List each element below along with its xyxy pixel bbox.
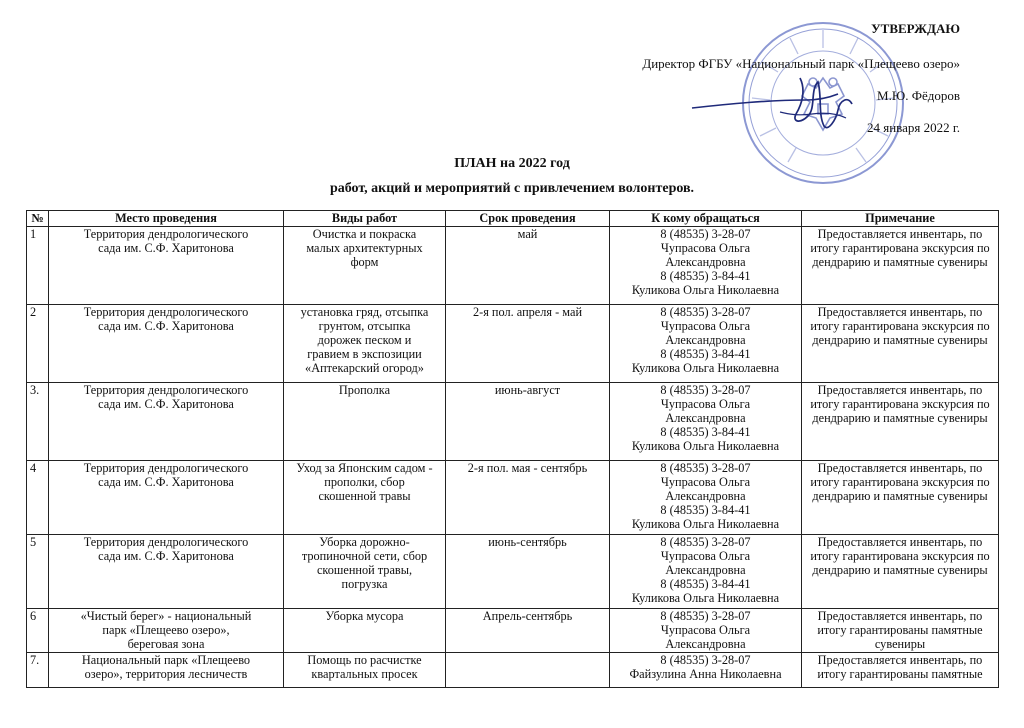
header-period: Срок проведения [446, 211, 610, 227]
cell-work-type-line: «Аптекарский огород» [305, 361, 424, 375]
cell-work-type-line: гравием в экспозиции [307, 347, 422, 361]
cell-contact-line: 8 (48535) 3-28-07 [660, 305, 751, 319]
cell-note-line: Предоставляется инвентарь, по [817, 461, 983, 475]
plan-subtitle: работ, акций и мероприятий с привлечением волонтеров. [329, 181, 695, 196]
cell-place-line: сада им. С.Ф. Харитонова [98, 549, 234, 563]
cell-contact-line: 8 (48535) 3-84-41 [660, 577, 751, 591]
cell-contact-line: 8 (48535) 3-28-07 [660, 535, 751, 549]
cell-work-type-line: грунтом, отсыпка [318, 319, 411, 333]
cell-period: июнь-август [446, 383, 610, 461]
cell-contact-line: Чупрасова Ольга [660, 623, 751, 637]
cell-note-line: итогу гарантированы памятные [817, 667, 983, 681]
cell-number: 5 [27, 535, 49, 609]
cell-contact-line: Куликова Ольга Николаевна [631, 361, 780, 375]
cell-note [802, 383, 999, 461]
header-note: Примечание [802, 211, 999, 227]
cell-work-type-line: дорожек песком и [317, 333, 412, 347]
cell-note [802, 461, 999, 535]
cell-place [49, 305, 284, 383]
plan-title: ПЛАН на 2022 год [454, 156, 570, 171]
table-row [27, 461, 999, 535]
cell-contact-line: Куликова Ольга Николаевна [631, 517, 780, 531]
cell-place-line: сада им. С.Ф. Харитонова [98, 475, 234, 489]
table-row [27, 383, 999, 461]
cell-place-line: Территория дендрологического [83, 227, 249, 241]
cell-number: 6 [27, 609, 49, 653]
cell-contact-line: Александровна [665, 637, 746, 651]
cell-place [49, 227, 284, 305]
cell-work-type [284, 383, 446, 461]
cell-note [802, 535, 999, 609]
cell-place [49, 609, 284, 653]
approval-heading: УТВЕРЖДАЮ [871, 21, 960, 36]
cell-contact-line: 8 (48535) 3-84-41 [660, 503, 751, 517]
cell-work-type [284, 653, 446, 688]
cell-place-line: парк «Плещеево озеро», [102, 623, 230, 637]
cell-place-line: «Чистый берег» - национальный [80, 609, 252, 623]
cell-note [802, 227, 999, 305]
cell-place [49, 461, 284, 535]
cell-note-line: Предоставляется инвентарь, по [817, 609, 983, 623]
cell-note [802, 305, 999, 383]
table-body [27, 227, 999, 688]
cell-period: май [446, 227, 610, 305]
cell-work-type-line: Уборка дорожно- [319, 535, 410, 549]
cell-place-line: Территория дендрологического [83, 383, 249, 397]
cell-contact-line: Александровна [665, 489, 746, 503]
cell-number: 3. [27, 383, 49, 461]
cell-work-type-line: форм [350, 255, 379, 269]
cell-place-line: береговая зона [127, 637, 205, 651]
cell-place-line: Территория дендрологического [83, 305, 249, 319]
cell-note-line: итогу гарантирована экскурсия по [810, 241, 990, 255]
cell-note-line: Предоставляется инвентарь, по [817, 535, 983, 549]
cell-contact-line: Файзулина Анна Николаевна [629, 667, 782, 681]
cell-note-line: итогу гарантирована экскурсия по [810, 319, 990, 333]
cell-contact [610, 383, 802, 461]
table-row [27, 535, 999, 609]
table-header-row [27, 211, 999, 227]
cell-work-type-line: Помощь по расчистке [307, 653, 422, 667]
cell-period: 2-я пол. апреля - май [446, 305, 610, 383]
cell-work-type-line: Уход за Японским садом - [296, 461, 433, 475]
approval-date: 24 января 2022 г. [866, 120, 960, 135]
header-contact: К кому обращаться [610, 211, 802, 227]
cell-contact-line: 8 (48535) 3-84-41 [660, 425, 751, 439]
cell-contact-line: Чупрасова Ольга [660, 397, 751, 411]
cell-work-type-line: Прополка [338, 383, 391, 397]
cell-work-type-line: погрузка [341, 577, 388, 591]
cell-place [49, 383, 284, 461]
cell-number: 2 [27, 305, 49, 383]
cell-work-type-line: Очистка и покраска [312, 227, 417, 241]
cell-note-line: дендрарию и памятные сувениры [812, 563, 988, 577]
approval-block [642, 22, 960, 153]
cell-contact-line: 8 (48535) 3-84-41 [660, 347, 751, 361]
cell-place-line: Территория дендрологического [83, 535, 249, 549]
cell-contact-line: Александровна [665, 563, 746, 577]
cell-number: 7. [27, 653, 49, 688]
cell-note-line: итогу гарантирована экскурсия по [810, 397, 990, 411]
director-name: М.Ю. Фёдоров [877, 88, 960, 103]
cell-contact [610, 461, 802, 535]
table-row [27, 227, 999, 305]
cell-note-line: дендрарию и памятные сувениры [812, 255, 988, 269]
cell-period [446, 653, 610, 688]
header-work-type: Виды работ [284, 211, 446, 227]
cell-work-type [284, 305, 446, 383]
cell-contact [610, 653, 802, 688]
cell-note [802, 653, 999, 688]
cell-period: июнь-сентябрь [446, 535, 610, 609]
cell-contact-line: Чупрасова Ольга [660, 549, 751, 563]
cell-contact-line: Александровна [665, 255, 746, 269]
cell-work-type [284, 227, 446, 305]
cell-contact-line: 8 (48535) 3-28-07 [660, 383, 751, 397]
cell-contact-line: 8 (48535) 3-84-41 [660, 269, 751, 283]
cell-place-line: сада им. С.Ф. Харитонова [98, 397, 234, 411]
cell-period: 2-я пол. мая - сентябрь [446, 461, 610, 535]
cell-contact [610, 609, 802, 653]
cell-note-line: итогу гарантирована экскурсия по [810, 549, 990, 563]
cell-note-line: сувениры [874, 637, 926, 651]
cell-contact-line: Чупрасова Ольга [660, 319, 751, 333]
cell-contact-line: Александровна [665, 333, 746, 347]
cell-place-line: Национальный парк «Плещеево [81, 653, 251, 667]
cell-note-line: Предоставляется инвентарь, по [817, 383, 983, 397]
cell-contact-line: 8 (48535) 3-28-07 [660, 653, 751, 667]
cell-note [802, 609, 999, 653]
cell-period: Апрель-сентябрь [446, 609, 610, 653]
cell-place-line: Территория дендрологического [83, 461, 249, 475]
cell-work-type-line: Уборка мусора [325, 609, 404, 623]
cell-work-type [284, 535, 446, 609]
cell-work-type-line: скошенной травы, [316, 563, 413, 577]
cell-note-line: дендрарию и памятные сувениры [812, 489, 988, 503]
cell-contact [610, 535, 802, 609]
cell-contact-line: Чупрасова Ольга [660, 475, 751, 489]
cell-number: 1 [27, 227, 49, 305]
cell-note-line: Предоставляется инвентарь, по [817, 305, 983, 319]
cell-work-type [284, 461, 446, 535]
cell-note-line: итогу гарантированы памятные [817, 623, 983, 637]
cell-contact-line: 8 (48535) 3-28-07 [660, 609, 751, 623]
cell-number: 4 [27, 461, 49, 535]
cell-contact-line: 8 (48535) 3-28-07 [660, 227, 751, 241]
cell-work-type-line: малых архитектурных [306, 241, 423, 255]
cell-note-line: Предоставляется инвентарь, по [817, 653, 983, 667]
cell-note-line: дендрарию и памятные сувениры [812, 333, 988, 347]
cell-work-type-line: прополки, сбор [324, 475, 405, 489]
cell-contact-line: 8 (48535) 3-28-07 [660, 461, 751, 475]
header-number: № [27, 211, 49, 227]
header-place: Место проведения [49, 211, 284, 227]
cell-work-type [284, 609, 446, 653]
cell-contact [610, 227, 802, 305]
director-position: Директор ФГБУ «Национальный парк «Плещеево озеро» [642, 56, 960, 71]
cell-place-line: сада им. С.Ф. Харитонова [98, 319, 234, 333]
cell-note-line: итогу гарантирована экскурсия по [810, 475, 990, 489]
table-row [27, 305, 999, 383]
cell-work-type-line: установка гряд, отсыпка [300, 305, 429, 319]
table-row [27, 609, 999, 653]
volunteer-plan-table [26, 210, 999, 688]
cell-contact-line: Чупрасова Ольга [660, 241, 751, 255]
cell-work-type-line: скошенной травы [318, 489, 411, 503]
cell-place [49, 535, 284, 609]
cell-work-type-line: тропиночной сети, сбор [301, 549, 428, 563]
cell-note-line: Предоставляется инвентарь, по [817, 227, 983, 241]
cell-work-type-line: квартальных просек [311, 667, 418, 681]
cell-contact-line: Куликова Ольга Николаевна [631, 591, 780, 605]
cell-contact-line: Александровна [665, 411, 746, 425]
table-row [27, 653, 999, 688]
cell-place-line: озеро», территория лесничеств [84, 667, 248, 681]
cell-place-line: сада им. С.Ф. Харитонова [98, 241, 234, 255]
cell-note-line: дендрарию и памятные сувениры [812, 411, 988, 425]
cell-contact-line: Куликова Ольга Николаевна [631, 283, 780, 297]
cell-place [49, 653, 284, 688]
cell-contact-line: Куликова Ольга Николаевна [631, 439, 780, 453]
cell-contact [610, 305, 802, 383]
